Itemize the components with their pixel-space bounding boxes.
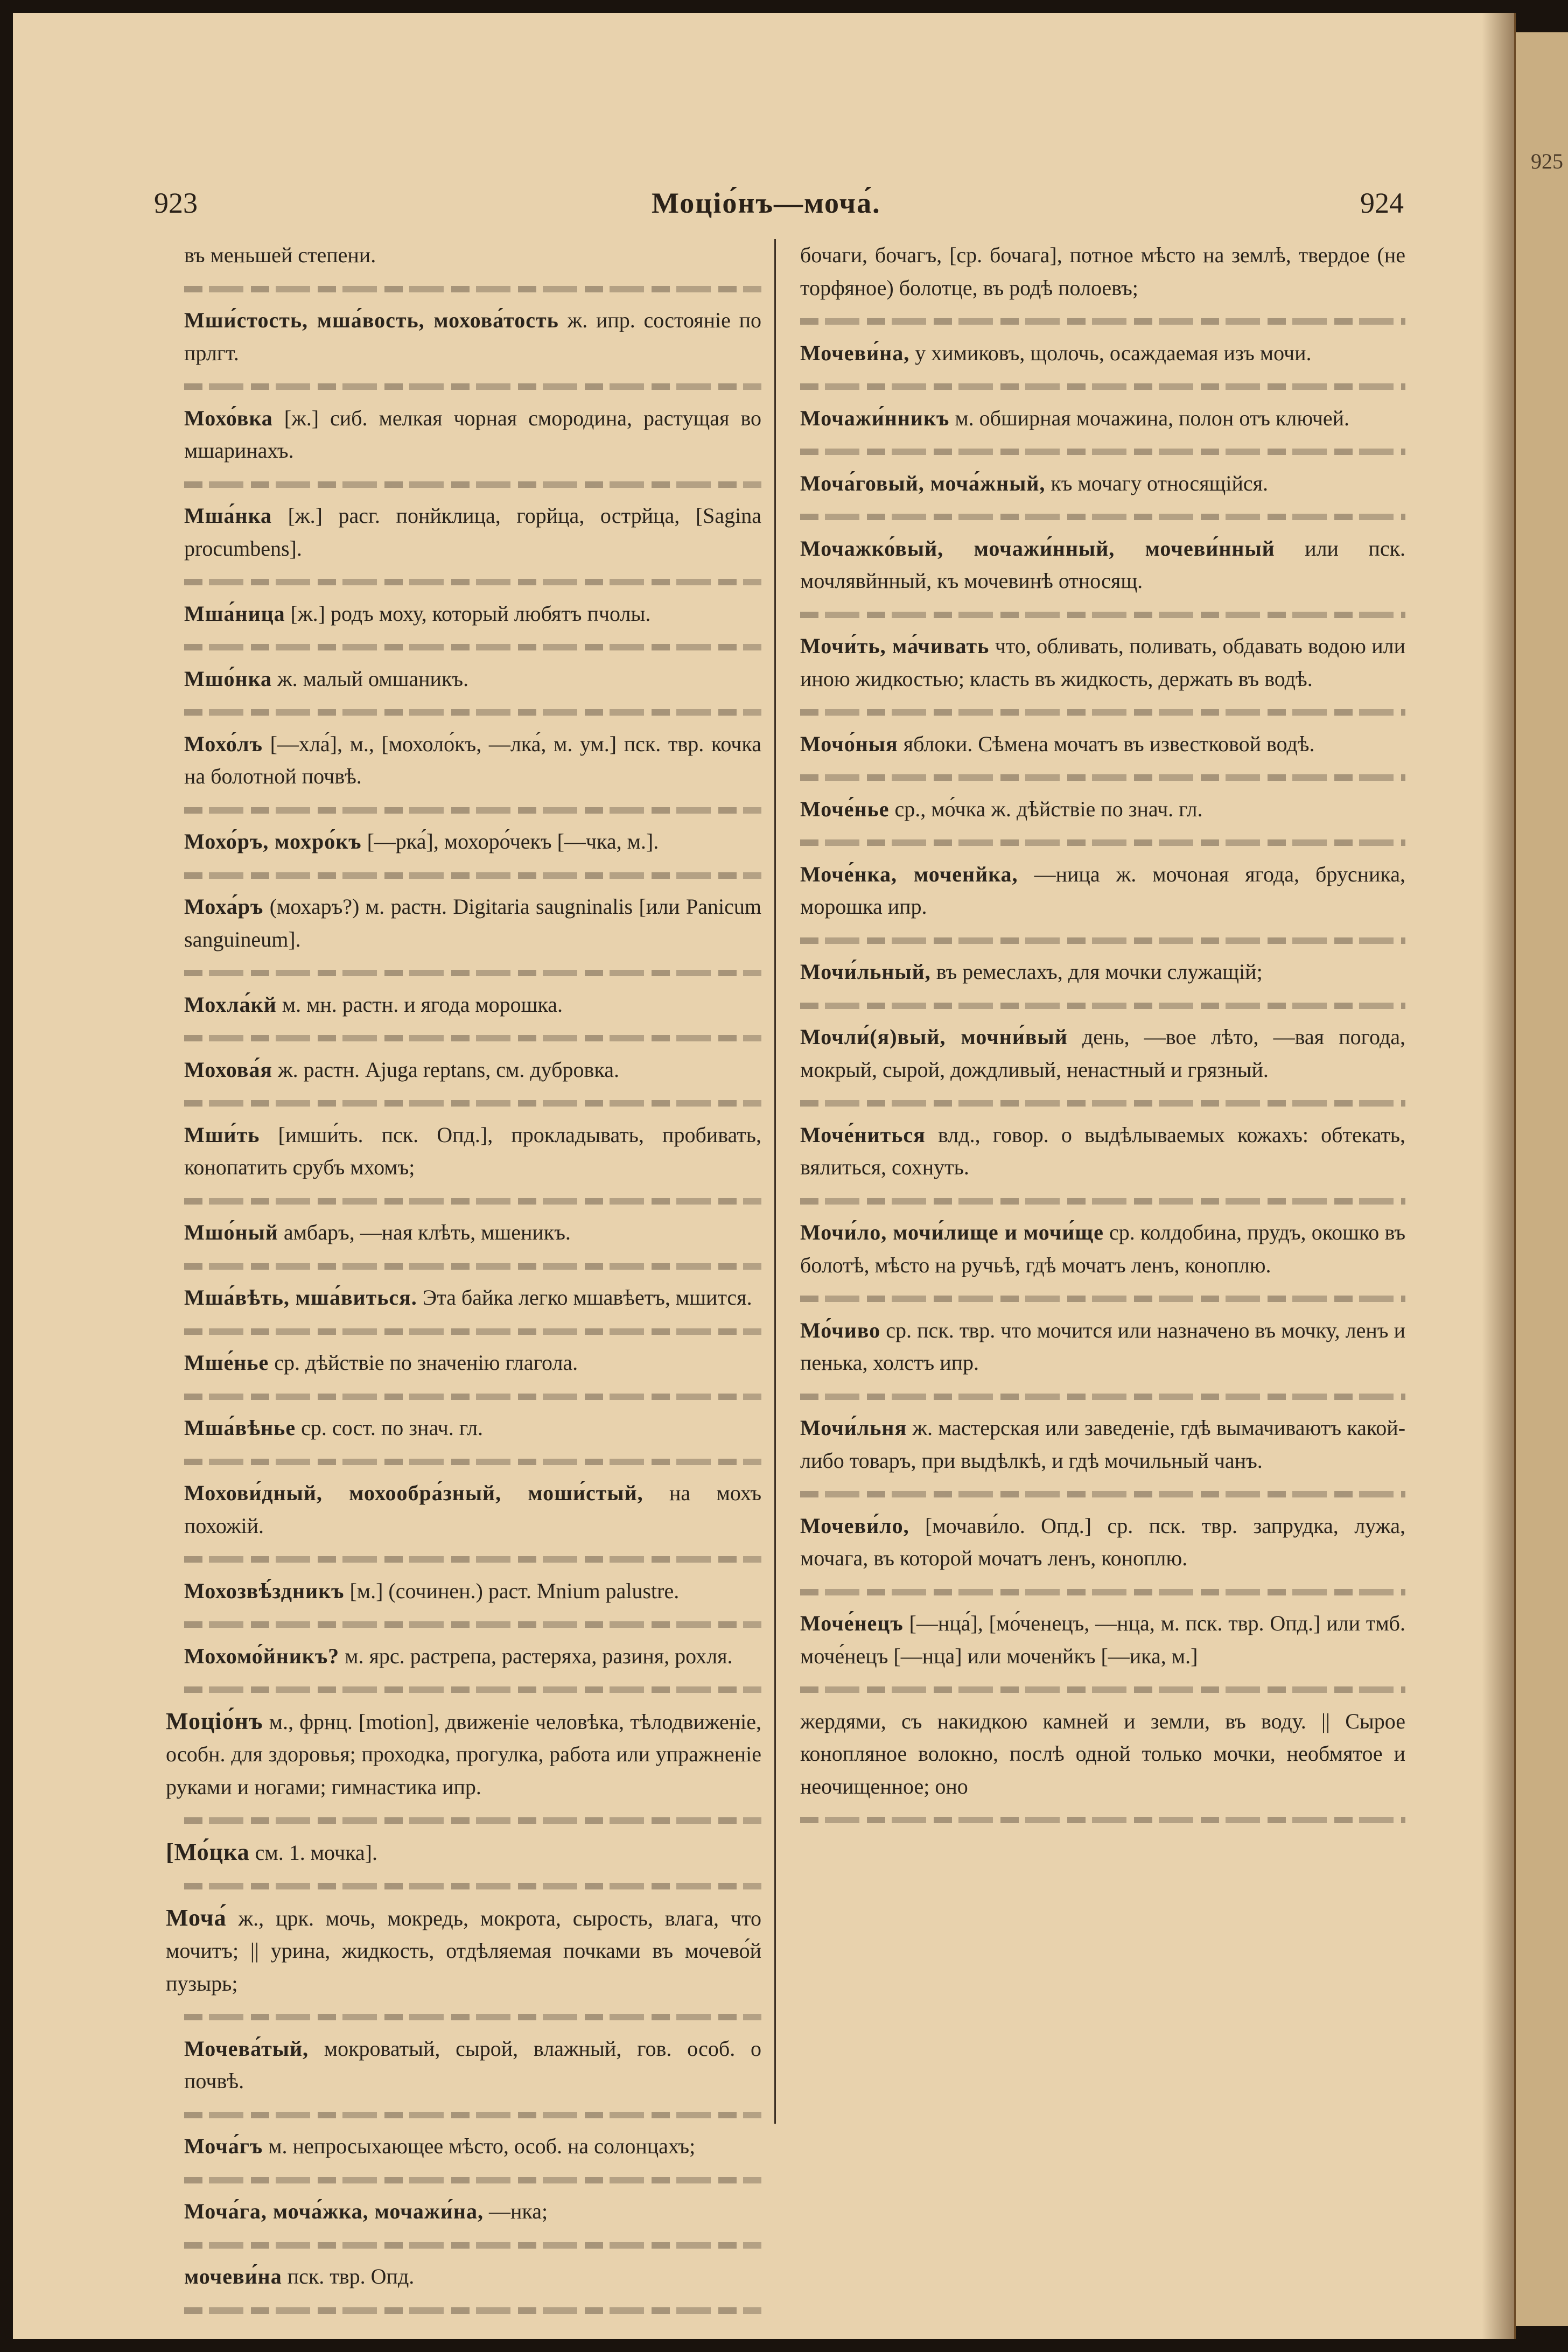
illegible-text-line [184, 630, 761, 663]
entry-definition: въ меньшей степени. [184, 243, 376, 267]
entry-definition: [м.] (сочинен.) раст. Mnium palustre. [349, 1578, 680, 1603]
illegible-text-line [184, 1314, 761, 1347]
entry-headword: Моча́гъ [184, 2134, 263, 2158]
entry-headword: [Мо́цка [166, 1838, 250, 1865]
entry-definition: жердями, съ накидкою камней и земли, въ воду. || Сырое конопляное волокно, послѣ одной только мочки, необмятое и неочищенное; оно [800, 1709, 1405, 1798]
entry-headword: Мша́ница [184, 601, 285, 626]
dictionary-entry [800, 793, 1405, 826]
entry-definition: въ ремеслахъ, для мочки служащій; [936, 960, 1263, 984]
illegible-text-line [800, 989, 1405, 1021]
illegible-text-line [184, 2098, 761, 2131]
left-page-number: 923 [154, 187, 198, 219]
illegible-text-line [184, 1184, 761, 1217]
entry-headword: Мохо́ръ, мохро́къ [184, 829, 362, 853]
dictionary-entry [184, 1216, 761, 1249]
dictionary-entry [184, 989, 761, 1021]
entry-headword: Мочли́(я)вый, мочни́вый [800, 1025, 1068, 1049]
dictionary-entry [184, 239, 761, 272]
entry-headword: Мохови́дный, мохообра́зный, моши́стый, [184, 1481, 643, 1505]
entry-definition: м. ярс. растрепа, растеряха, разиня, рохля. [345, 1643, 733, 1668]
entry-definition: [—хла́], м., [мохоло́къ, —лка́, м. ум.] пск. твр. кочка на болотной почвѣ. [184, 731, 761, 788]
entry-headword: Моче́нецъ [800, 1611, 904, 1635]
dictionary-entry [800, 337, 1405, 370]
entry-headword: Моче́нка, моченйка, [800, 862, 1018, 886]
entry-headword: Мохозвѣ́здникъ [184, 1578, 345, 1603]
entry-definition: влд., говор. о выдѣлываемых кожахъ: обтекать, вялиться, сохнуть. [800, 1122, 1406, 1179]
entry-definition: яблоки. Сѣмена мочатъ въ известковой водѣ. [903, 731, 1315, 756]
illegible-text-line [184, 858, 761, 891]
dictionary-entry [184, 2033, 761, 2098]
illegible-text-line [800, 1672, 1405, 1705]
entry-headword: Моче́нье [800, 796, 890, 821]
illegible-text-line [800, 760, 1405, 793]
entry-headword: Мочеви́на, [800, 340, 910, 365]
dictionary-entry [800, 630, 1405, 695]
entry-definition: къ мочагу относящійся. [1051, 471, 1269, 495]
illegible-text-line [184, 1542, 761, 1575]
dictionary-entry [184, 304, 761, 369]
entry-definition: [—нца́], [мо́ченецъ, —нца, м. пск. твр. Опд.] или тмб. моче́нецъ [—нца] или моченйкъ [—ика, м.] [800, 1611, 1405, 1668]
right-page-number: 924 [1360, 187, 1404, 219]
entry-definition: [—рка́], мохоро́чекъ [—чка, м.]. [367, 829, 659, 853]
dictionary-entry [800, 1607, 1405, 1672]
dictionary-entry [166, 1836, 761, 1870]
entry-definition: м. непросыхающее мѣсто, особ. на солонцахъ; [268, 2134, 696, 2158]
dictionary-entry [184, 1575, 761, 1608]
entry-definition: [ж.] сиб. мелкая чорная смородина, растущая во мшаринахъ. [184, 405, 761, 463]
dictionary-entry [800, 1510, 1405, 1575]
dictionary-entry [184, 1347, 761, 1380]
dictionary-entry [800, 533, 1405, 598]
entry-headword: Мохо́лъ [184, 731, 263, 756]
entry-definition: амбаръ, —ная клѣть, мшеникъ. [283, 1220, 571, 1244]
entry-headword: Мочева́тый, [184, 2036, 309, 2061]
dictionary-entry [800, 956, 1405, 989]
illegible-text-line [800, 369, 1405, 402]
entry-definition: что, обливать, поливать, обдавать водою или иною жидкостью; класть въ жидкость, держать въ водѣ. [800, 634, 1405, 691]
dictionary-entry [184, 1477, 761, 1542]
entry-headword: Мочи́ть, ма́чивать [800, 634, 990, 658]
illegible-text-line [800, 598, 1405, 631]
dictionary-entry [800, 858, 1405, 923]
illegible-text-line [184, 695, 761, 728]
dictionary-entry [800, 467, 1405, 500]
entry-definition: или пск. мочлявйнный, къ мочевинѣ относящ. [800, 536, 1405, 593]
entry-headword: Мочи́льный, [800, 960, 931, 984]
dictionary-entry [800, 239, 1405, 304]
entry-definition: бочаги, бочагъ, [ср. бочага], потное мѣсто на землѣ, твердое (не торфяное) болотце, въ родѣ полоевъ; [800, 243, 1405, 300]
entry-headword: Мо́чиво [800, 1318, 881, 1342]
illegible-text-line [800, 1380, 1405, 1412]
illegible-text-line [800, 1803, 1405, 1836]
dictionary-entry [184, 1640, 761, 1673]
dictionary-entry [800, 728, 1405, 761]
entry-definition: см. 1. мочка]. [255, 1840, 378, 1865]
illegible-text-line [800, 1086, 1405, 1119]
entry-definition: [ж.] родъ моху, который любятъ пчолы. [290, 601, 651, 626]
entry-definition: —нка; [488, 2199, 548, 2223]
entry-definition: ж. малый омшаникъ. [277, 666, 469, 691]
illegible-text-line [184, 2293, 761, 2326]
dictionary-entry [184, 825, 761, 858]
dictionary-entry [800, 1021, 1405, 1086]
illegible-text-line [184, 565, 761, 598]
entry-definition: ж. ипр. состояніе по прлгт. [184, 308, 762, 365]
illegible-text-line [800, 825, 1405, 858]
illegible-text-line [184, 793, 761, 826]
entry-definition: ср. колдобина, прудъ, окошко въ болотѣ, мѣсто на ручьѣ, гдѣ мочатъ ленъ, коноплю. [800, 1220, 1406, 1277]
dictionary-entry [800, 1412, 1405, 1477]
illegible-text-line [184, 1021, 761, 1054]
dictionary-entry [800, 1314, 1405, 1380]
entry-headword: Мохомо́йникъ? [184, 1643, 340, 1668]
entry-definition: м. обширная мочажина, полон отъ ключей. [955, 405, 1350, 430]
dictionary-entry [184, 2130, 761, 2163]
entry-definition: у химиковъ, щолочь, осаждаемая изъ мочи. [915, 340, 1312, 365]
entry-definition: м. мн. растн. и ягода морошка. [282, 992, 563, 1017]
entry-headword: Мшо́нка [184, 666, 272, 691]
entry-definition: на мохъ похожій. [184, 1481, 761, 1538]
entry-definition: пск. твр. Опд. [287, 2264, 415, 2288]
illegible-text-line [184, 1672, 761, 1705]
entry-headword: Моціо́нъ [166, 1707, 263, 1734]
left-text-column [166, 239, 762, 2288]
entry-headword: Мохова́я [184, 1057, 272, 1082]
entry-definition: [ж.] расг. понйклица, горйца, острйца, [Sagina procumbens]. [184, 503, 762, 561]
illegible-text-line [800, 695, 1405, 728]
right-text-column [800, 239, 1405, 2242]
illegible-text-line [184, 1607, 761, 1640]
illegible-text-line [184, 2000, 761, 2033]
dictionary-entry [800, 1216, 1405, 1282]
illegible-text-line [800, 304, 1405, 337]
column-divider [774, 239, 776, 2124]
dictionary-entry [184, 402, 761, 467]
illegible-text-line [184, 2163, 761, 2196]
entry-headword: Мохла́кй [184, 992, 277, 1017]
entry-headword: Мочажи́нникъ [800, 405, 950, 430]
dictionary-entry [184, 728, 761, 793]
entry-headword: Мочеви́ло, [800, 1513, 909, 1538]
dictionary-entry [166, 1705, 761, 1804]
entry-definition: (мохаръ?) м. растн. Digitaria saugninalis [или Panicum sanguineum]. [184, 894, 761, 951]
entry-definition: [имши́ть. пск. Опд.], прокладывать, пробивать, конопатить срубъ мхомъ; [184, 1122, 761, 1179]
entry-headword: Мше́нье [184, 1350, 269, 1375]
next-page-number: 925 [1531, 149, 1563, 173]
illegible-text-line [184, 956, 761, 989]
entry-definition: мокроватый, сырой, влажный, гов. особ. о почвѣ. [184, 2036, 761, 2093]
dictionary-entry [184, 1412, 761, 1445]
entry-headword: Мша́вѣнье [184, 1416, 296, 1440]
entry-headword: Моча́говый, моча́жный, [800, 471, 1046, 495]
illegible-text-line [184, 1380, 761, 1412]
illegible-text-line [184, 1803, 761, 1836]
entry-headword: Моча́ [166, 1904, 227, 1931]
dictionary-page [13, 13, 1516, 2339]
entry-headword: Мши́стость, мша́вость, мохова́тость [184, 308, 559, 332]
illegible-text-line [184, 467, 761, 500]
illegible-text-line [184, 1086, 761, 1119]
entry-headword: Мочи́льня [800, 1416, 907, 1440]
dictionary-entry [184, 500, 761, 565]
dictionary-entry [184, 1282, 761, 1314]
illegible-text-line [800, 1575, 1405, 1608]
dictionary-entry [184, 1119, 761, 1184]
illegible-text-line [184, 1249, 761, 1282]
dictionary-entry [800, 1119, 1405, 1184]
entry-definition: [мочави́ло. Опд.] ср. пск. твр. запрудка, лужа, мочага, въ которой мочатъ ленъ, коноплю. [800, 1513, 1406, 1570]
illegible-text-line [800, 500, 1405, 533]
adjacent-page-edge [1516, 32, 1568, 2326]
entry-definition: м., фрнц. [motion], движеніе человѣка, тѣлодвиженіе, особн. для здоровья; проходка, прогулка, работа или упражненіе руками и ногами; гимнастика ипр. [166, 1709, 761, 1799]
entry-headword: Мохо́вка [184, 405, 273, 430]
illegible-text-line [800, 1282, 1405, 1314]
entry-headword: Моче́ниться [800, 1122, 926, 1147]
entry-definition: ср. дѣйствіе по значенію глагола. [274, 1350, 578, 1375]
entry-definition: ср. сост. по знач. гл. [301, 1416, 484, 1440]
entry-definition: ср. пск. твр. что мочится или назначено въ мочку, ленъ и пенька, холстъ ипр. [800, 1318, 1405, 1375]
dictionary-entry [166, 1902, 761, 2000]
illegible-text-line [184, 1869, 761, 1902]
entry-definition: ж. растн. Ajuga reptans, см. дубровка. [277, 1057, 619, 1082]
dictionary-entry [184, 663, 761, 696]
entry-headword: Мша́вѣть, мша́виться. [184, 1285, 417, 1310]
dictionary-entry [184, 598, 761, 631]
illegible-text-line [184, 272, 761, 305]
illegible-text-line [800, 923, 1405, 956]
entry-definition: Эта байка легко мшавѣетъ, мшится. [422, 1285, 752, 1310]
dictionary-entry [184, 2195, 761, 2228]
illegible-text-line [800, 435, 1405, 467]
dictionary-entry [184, 1054, 761, 1087]
entry-headword: Моча́га, моча́жка, мочажи́на, [184, 2199, 484, 2223]
entry-headword: Мши́ть [184, 1122, 260, 1147]
entry-definition: —ница ж. мочоная ягода, брусника, морошка ипр. [800, 862, 1406, 919]
entry-definition: ж., црк. мочь, мокредь, мокрота, сырость, влага, что мочитъ; || урина, жидкость, отдѣляемая почками въ мочево́й пузырь; [166, 1906, 761, 1996]
entry-definition: ж. мастерская или заведеніе, гдѣ вымачиваютъ какой-либо товаръ, при выдѣлкѣ, и гдѣ мочильный чанъ. [800, 1416, 1406, 1473]
entry-headword: Мша́нка [184, 503, 272, 528]
illegible-text-line [800, 1184, 1405, 1217]
dictionary-entry [800, 1705, 1405, 1803]
illegible-text-line [800, 1477, 1405, 1510]
entry-headword: мочеви́на [184, 2264, 282, 2288]
illegible-text-line [184, 369, 761, 402]
entry-headword: Моха́ръ [184, 894, 264, 919]
entry-headword: Мшо́ный [184, 1220, 278, 1244]
illegible-text-line [184, 1445, 761, 1478]
entry-headword: Мочо́ныя [800, 731, 898, 756]
entry-definition: ср., мо́чка ж. дѣйствіе по знач. гл. [894, 796, 1203, 821]
entry-headword: Мочи́ло, мочи́лище и мочи́ще [800, 1220, 1104, 1244]
dictionary-entry [800, 402, 1405, 435]
dictionary-entry [184, 2260, 761, 2293]
dictionary-entry [184, 891, 761, 956]
illegible-text-line [184, 2228, 761, 2261]
running-title: Моціо́нъ—моча́. [652, 187, 881, 219]
entry-headword: Мочажко́вый, мочажи́нный, мочеви́нный [800, 536, 1275, 561]
entry-definition: день, —вое лѣто, —вая погода, мокрый, сырой, дождливый, ненастный и грязный. [800, 1025, 1405, 1082]
